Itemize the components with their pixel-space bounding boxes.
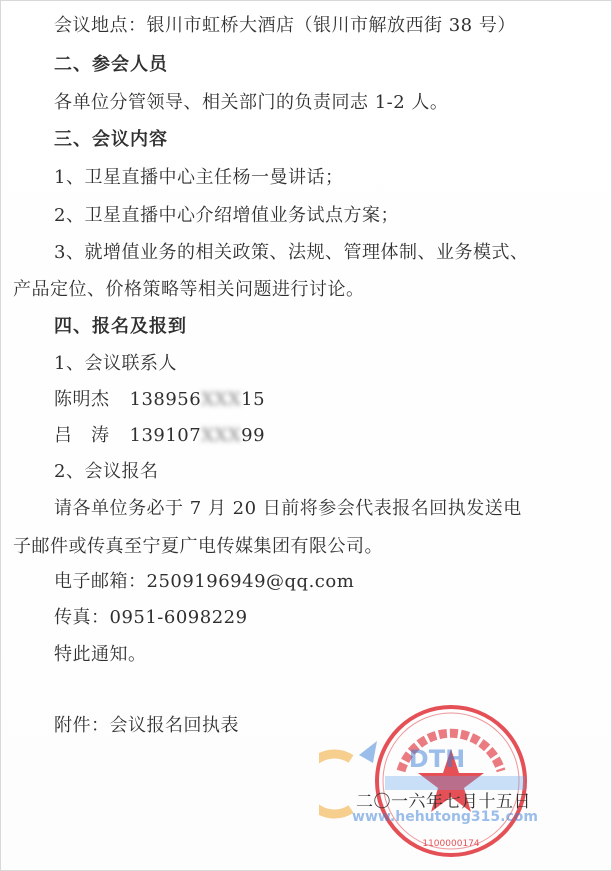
contact-name: 吕 涛 [54, 425, 110, 446]
agenda-item-2: 2、卫星直播中心介绍增值业务试点方案； [54, 205, 399, 226]
watermark-brand: DTH [408, 745, 466, 773]
registration-heading: 2、会议报名 [54, 461, 159, 482]
section-2-heading: 二、参会人员 [54, 54, 168, 75]
seal-number: 1100000174 [422, 839, 480, 849]
contact-phone-start: 138956 [129, 389, 202, 410]
watermark-logo-icon [319, 754, 351, 814]
agenda-item-3-line-1: 3、就增值业务的相关政策、法规、管理体制、业务模式、 [54, 242, 529, 263]
fax-line: 传真：0951-6098229 [54, 607, 248, 628]
attachment-line: 附件：会议报名回执表 [54, 715, 239, 736]
section-4-heading: 四、报名及报到 [54, 316, 187, 337]
website-watermark [319, 721, 544, 841]
section-2-body: 各单位分管领导、相关部门的负责同志 1-2 人。 [54, 92, 449, 113]
closing-notice: 特此通知。 [54, 644, 147, 665]
contact-phone-start: 139107 [129, 425, 202, 446]
contact-phone-redacted: XXX [201, 389, 242, 410]
contact-heading: 1、会议联系人 [54, 353, 177, 374]
watermark-url: www.hehutong315.com [352, 809, 538, 825]
contact-row [54, 425, 265, 447]
contact-phone-redacted: XXX [201, 425, 242, 446]
contact-row [54, 389, 265, 411]
section-3-heading: 三、会议内容 [54, 129, 168, 150]
venue-line: 会议地点：银川市虹桥大酒店（银川市解放西街 38 号） [54, 15, 516, 36]
contact-name: 陈明杰 [54, 389, 110, 410]
contact-phone-end: 15 [241, 389, 266, 410]
agenda-item-3-line-2: 产品定位、价格策略等相关问题进行讨论。 [13, 279, 365, 300]
registration-body-line-1: 请各单位务必于 7 月 20 日前将参会代表报名回执发送电 [54, 498, 522, 519]
agenda-item-1: 1、卫星直播中心主任杨一曼讲话； [54, 167, 344, 188]
issue-date: 二〇一六年七月十五日 [356, 792, 531, 812]
contact-phone-end: 99 [241, 425, 266, 446]
registration-body-line-2: 子邮件或传真至宁夏广电传媒集团有限公司。 [13, 536, 383, 557]
email-line: 电子邮箱：2509196949@qq.com [54, 571, 355, 592]
